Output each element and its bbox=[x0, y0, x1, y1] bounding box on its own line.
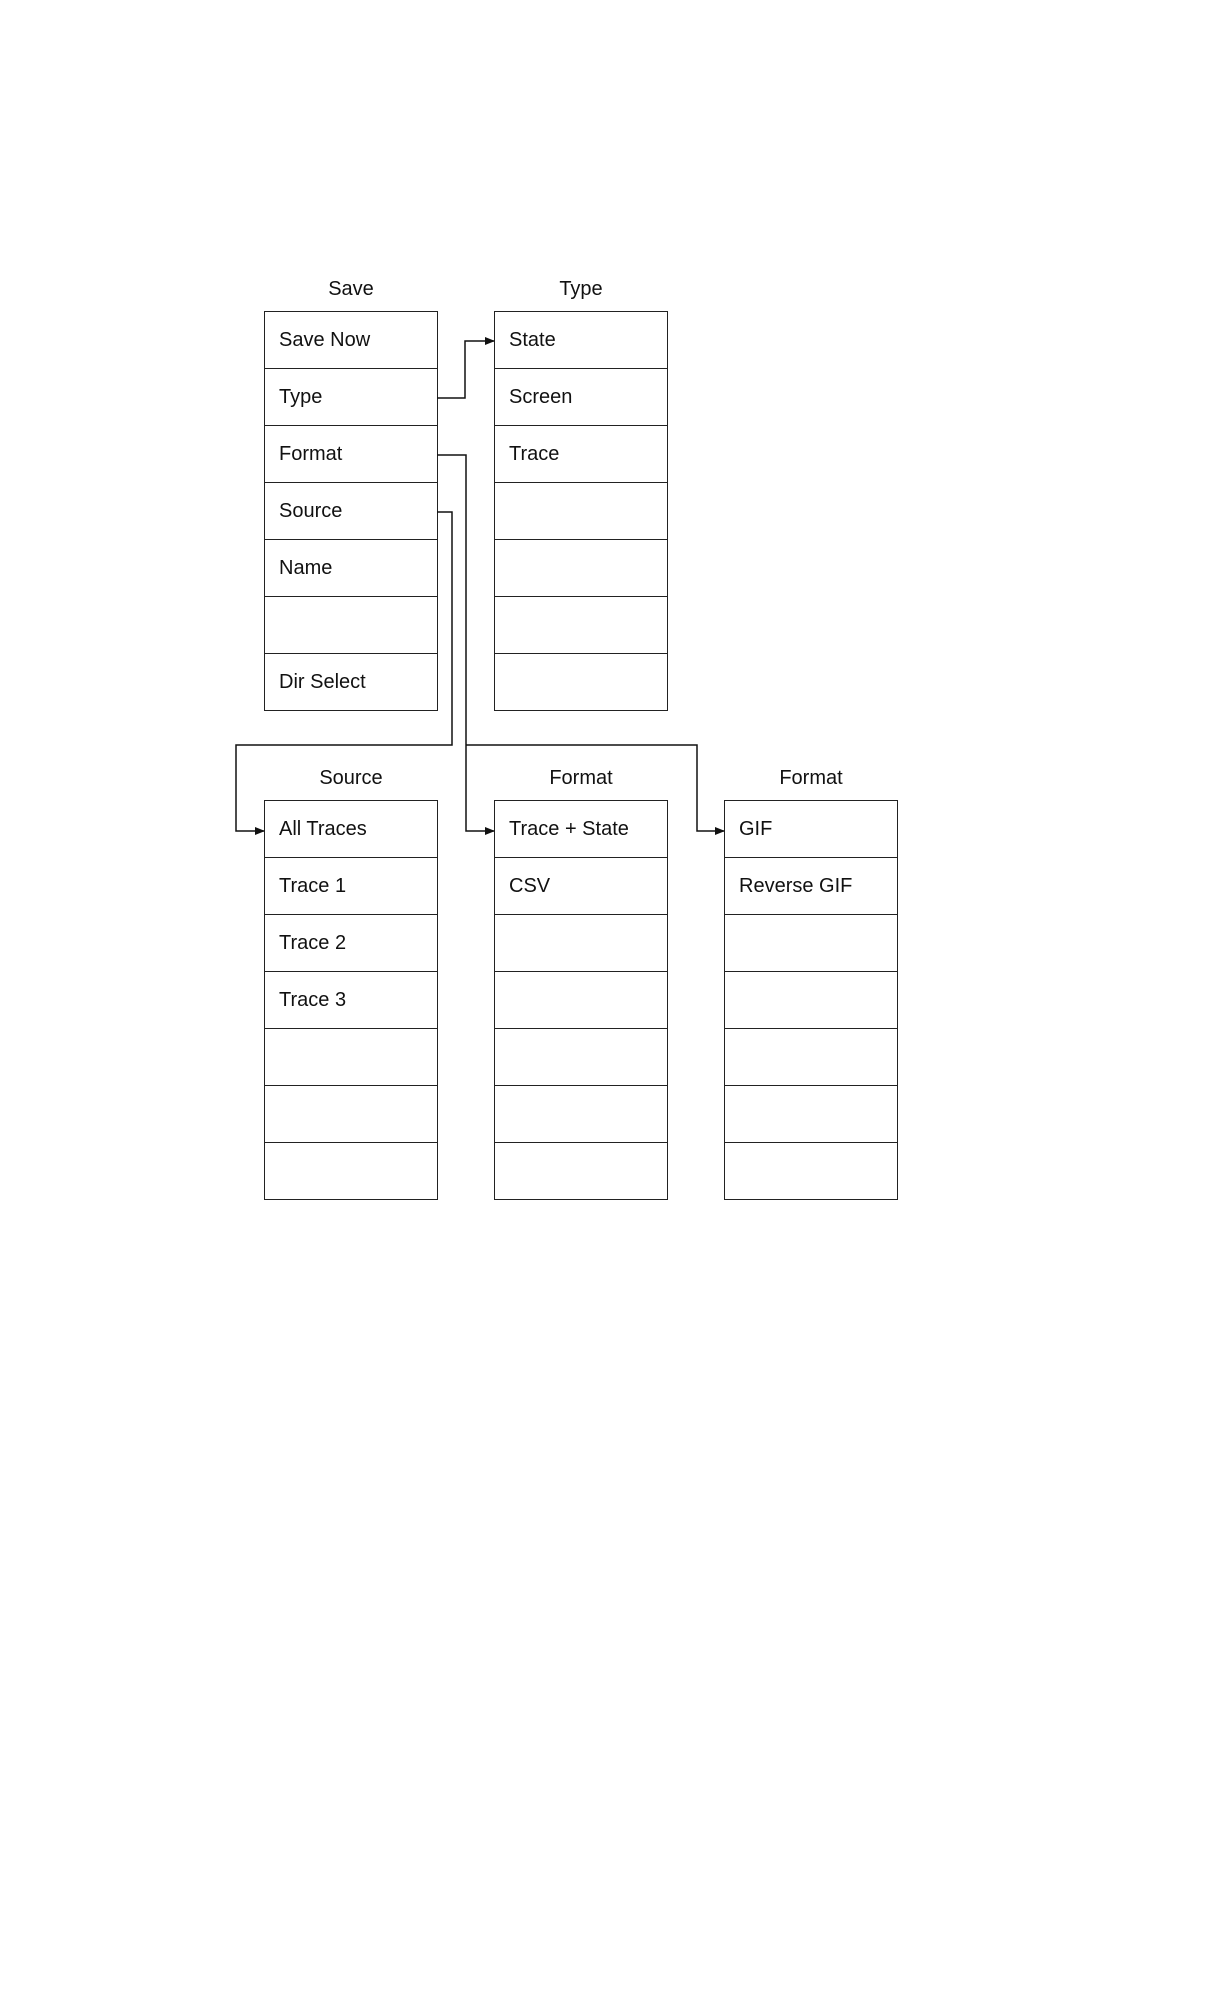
format-image-menu-title: Format bbox=[779, 767, 843, 789]
save-item-name[interactable]: Name bbox=[265, 540, 437, 597]
source-item-all-traces[interactable]: All Traces bbox=[265, 801, 437, 858]
save-item-dir-select[interactable]: Dir Select bbox=[279, 670, 366, 693]
save-item-save-now[interactable]: Save Now bbox=[265, 312, 437, 369]
connector-source-to-source-menu bbox=[236, 512, 452, 831]
type-item-screen[interactable]: Screen bbox=[495, 369, 667, 426]
format-item-trace-state[interactable]: Trace + State bbox=[495, 801, 667, 858]
type-item-trace[interactable]: Trace bbox=[495, 426, 667, 483]
format-item-csv[interactable]: CSV bbox=[495, 858, 667, 915]
source-menu-title: Source bbox=[319, 767, 383, 789]
save-item-format[interactable]: Format bbox=[265, 426, 437, 483]
connector-format-to-format-image-menu bbox=[466, 745, 724, 831]
format-menu-title: Format bbox=[549, 767, 613, 789]
save-menu-title: Save bbox=[328, 278, 374, 300]
source-item-trace-2[interactable]: Trace 2 bbox=[265, 915, 437, 972]
source-item-trace-3[interactable]: Trace 3 bbox=[265, 972, 437, 1029]
save-item-source[interactable]: Source bbox=[265, 483, 437, 540]
type-menu-title: Type bbox=[559, 278, 603, 300]
type-item-state[interactable]: State bbox=[495, 312, 667, 369]
source-item-trace-1[interactable]: Trace 1 bbox=[265, 858, 437, 915]
format-image-item-gif[interactable]: GIF bbox=[725, 801, 897, 858]
connector-type-to-type-menu bbox=[437, 341, 494, 398]
format-image-item-reverse-gif[interactable]: Reverse GIF bbox=[725, 858, 897, 915]
save-item-type[interactable]: Type bbox=[265, 369, 437, 426]
